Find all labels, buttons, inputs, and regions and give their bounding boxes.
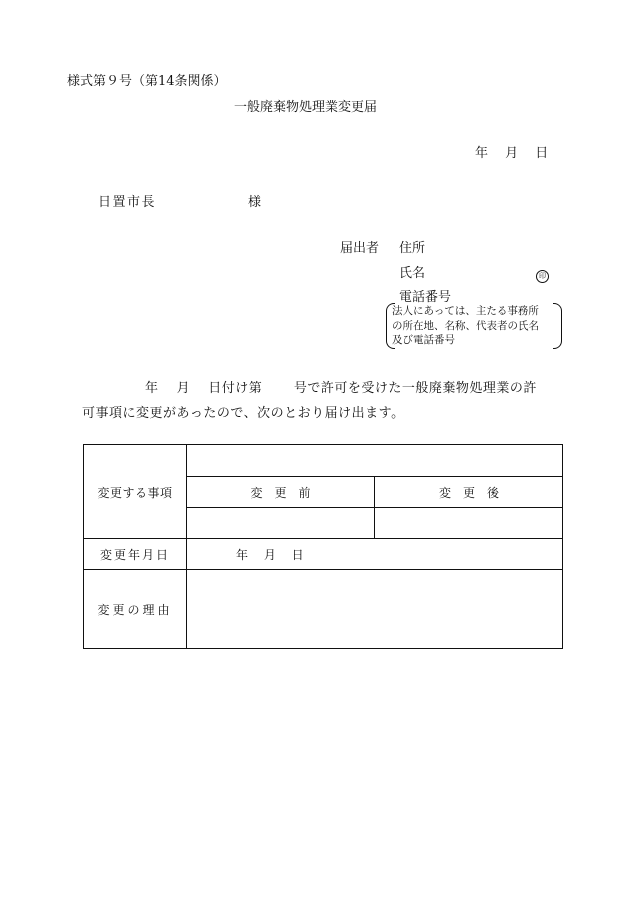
note-line: の所在地、名称、代表者の氏名 bbox=[392, 319, 539, 332]
corporate-note bbox=[386, 303, 562, 349]
note-line: 及び電話番号 bbox=[392, 334, 455, 346]
note-line: 法人にあっては、主たる事務所 bbox=[392, 305, 539, 317]
change-item-label: 変更する事項 bbox=[97, 486, 173, 500]
form-title: 一般廃棄物処理業変更届 bbox=[234, 100, 378, 115]
after-label: 変 更 後 bbox=[438, 486, 499, 500]
note-bracket-right bbox=[553, 303, 562, 349]
addressee-suffix: 様 bbox=[248, 195, 262, 210]
seal-mark-icon bbox=[536, 263, 549, 283]
applicant-label: 届出者 bbox=[340, 241, 380, 256]
seal-char: 印 bbox=[536, 270, 549, 283]
reason-field[interactable] bbox=[187, 570, 563, 648]
address-label: 住所 bbox=[399, 241, 426, 256]
change-date-value[interactable]: 年 月 日 bbox=[236, 548, 304, 562]
change-item-field[interactable] bbox=[187, 444, 563, 475]
body-line-2: 可事項に変更があったので、次のとおり届け出ます。 bbox=[82, 406, 405, 421]
body-line-1: 年 月 日付け第 号で許可を受けた一般廃棄物処理業の許 bbox=[145, 381, 537, 396]
table-row-line bbox=[83, 538, 563, 539]
reason-label: 変更の理由 bbox=[97, 603, 173, 617]
name-label: 氏名 bbox=[399, 266, 426, 281]
after-field[interactable] bbox=[375, 508, 563, 537]
addressee: 日置市長 bbox=[98, 195, 157, 210]
change-date-label: 変更年月日 bbox=[99, 548, 170, 562]
form-number: 様式第９号（第14条関係） bbox=[67, 74, 227, 89]
before-label: 変 更 前 bbox=[250, 486, 311, 500]
phone-label: 電話番号 bbox=[399, 290, 452, 305]
submission-date: 年 月 日 bbox=[475, 146, 549, 161]
before-field[interactable] bbox=[187, 508, 374, 537]
